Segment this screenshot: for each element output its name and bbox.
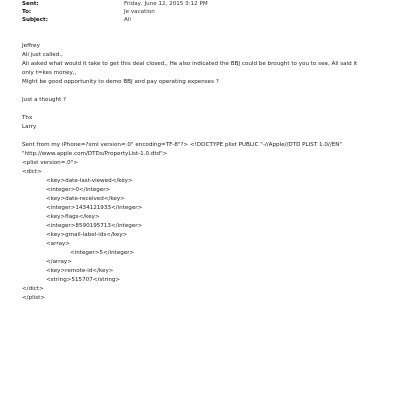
sent-label: Sent: [22, 1, 39, 7]
body-line-1: Ali just called., [22, 52, 63, 58]
dict-open: <dict> [22, 169, 42, 175]
body-line-3: only t=kes money,, [22, 70, 77, 76]
signoff-thx: Thx [22, 115, 33, 121]
key-flags: <key>flags</key> [46, 214, 100, 220]
body-line-2: Ali asked what would it take to get this deal closed,, He also indicated the BBJ could be brought to you to see, Ali said it [22, 61, 358, 67]
key-date-last-viewed: <key>date-last-viewed</key> [46, 178, 133, 184]
to-value: Je vacation [124, 9, 155, 15]
key-remote-id: <key>remote-id</key> [46, 268, 114, 274]
greeting: Jeffrey [22, 43, 40, 49]
header-to-row [22, 8, 155, 16]
body-line-4: Might be good opportunity to demo BBJ and pay operating expenses ? [22, 79, 219, 85]
integer-zero: <integer>0</integer> [46, 187, 111, 193]
sent-from-line-1: Sent from my iPhone=?xml version=.0" encoding=TF-8"?> <!DOCTYPE plist PUBLIC "-//Apple//DTD PLIST 1.0//EN" [22, 142, 342, 148]
integer-flags: <integer>8590195713</integer> [46, 223, 143, 229]
string-remote-id: <string>515707</string> [46, 277, 121, 283]
body-line-5: Just a thought ? [22, 97, 67, 103]
header-subject-row [22, 16, 131, 24]
plist-open: <plist version=.0"> [22, 160, 79, 166]
integer-five: <integer>5</integer> [70, 250, 135, 256]
to-label: To: [22, 9, 32, 15]
sent-from-line-2: "http://www.apple.com/DTDs/PropertyList-1.0.dtd"> [22, 151, 168, 157]
key-gmail-label-ids: <key>gmail-label-ids</key> [46, 232, 128, 238]
subject-value: Ali [124, 17, 131, 23]
array-open: <array> [46, 241, 71, 247]
key-date-received: <key>date-received</key> [46, 196, 125, 202]
array-close: </array> [46, 259, 72, 265]
signoff-name: Larry [22, 124, 37, 130]
dict-close: </dict> [22, 286, 44, 292]
plist-close: </plist> [22, 295, 46, 301]
integer-date: <integer>1434121933</integer> [46, 205, 143, 211]
sent-value: Friday, June 12, 2015 3:12 PM [124, 1, 208, 7]
header-sent-row [22, 0, 208, 8]
subject-label: Subject: [22, 17, 48, 23]
